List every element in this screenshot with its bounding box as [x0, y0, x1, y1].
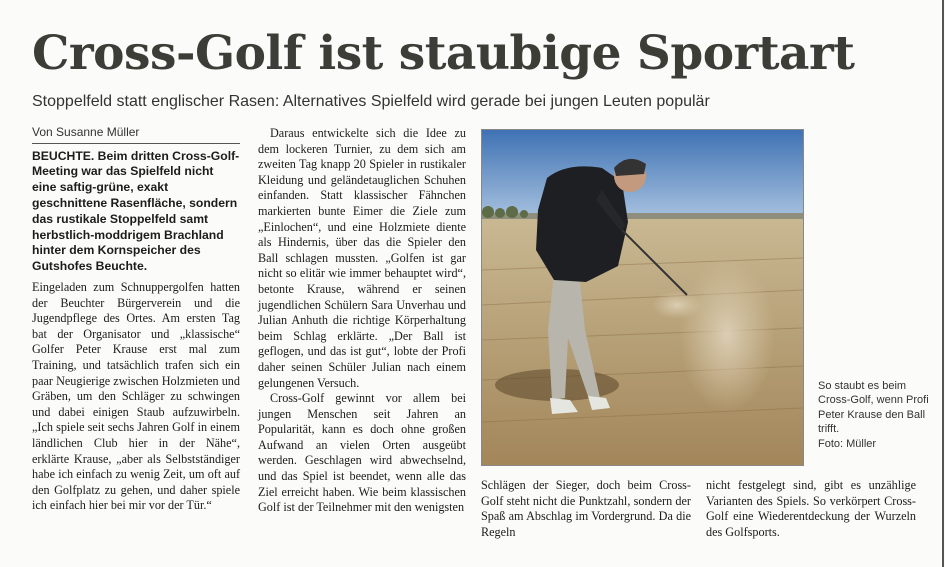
golfer-photo: [481, 129, 804, 466]
body-paragraph-5: nicht festgelegt sind, gibt es unzählige Varianten des Spiels. So verkörpert Cross-Golf eine Wiederentdeckung der Wurzeln des Golfsports.: [706, 478, 916, 539]
headline: Cross-Golf ist staubige Sportart: [32, 26, 855, 81]
subheadline: Stoppelfeld statt englischer Rasen: Alternatives Spielfeld wird gerade bei jungen Leuten populär: [32, 93, 710, 110]
article-column-3: [481, 478, 691, 540]
body-paragraph-2: Daraus entwickelte sich die Idee zu dem lockeren Turnier, zu dem sich am zweiten Tag knapp 20 Spieler in rustikaler Kleidung und geländetauglichen Schuhen einfanden. Statt klassischer Fähnchen markierten bunte Eimer die Ziele zum „Einlochen“, und eine Holzmiete diente als Hindernis, über das die Spieler den Ball schlagen mussten. „Golfen ist gar nicht so elitär wie immer behauptet wird“, betonte Krause, während er seinen jugendlichen Schülern Sara Unverhau und Julian Anhuth die richtige Körperhaltung beim Schlag erklärte. „Der Ball ist geflogen, und das ist gut“, lobte der Profi daher seinen Schüler Julian nach einem gelungenen Versuch.: [258, 126, 466, 390]
right-border: [942, 0, 944, 567]
body-paragraph-4: Schlägen der Sieger, doch beim Cross-Golf steht nicht die Punktzahl, sondern der Spaß am Abschlag im Vordergrund. Da die Regeln: [481, 478, 691, 539]
photo-credit: Foto: Müller: [818, 437, 877, 450]
article-column-2: [258, 126, 466, 516]
body-paragraph-1: Eingeladen zum Schnuppergolfen hatten der Beuchter Bürgerverein und die Jugendpflege des Ortes. Am ersten Tag bat der Organisator und „klassische“ Golfer Peter Krause erst mal zum Training, und tatsächlich trafen sich ein paar Neugierige zwischen Holzmieten und Gräben, um den Schläger zu schwingen und dabei einigen Staub aufzuwirbeln. „Ich spiele seit sechs Jahren Golf in einem ländlichen Club hier in der Nähe“, erklärte Krause, „aber als Selbstständiger habe ich einfach zu wenig Zeit, um oft auf den Golfplatz zu gehen, und daher spiele ich einfach hier bei mir vor der Tür.“: [32, 279, 240, 513]
article-column-1: [32, 125, 240, 514]
lead-paragraph: BEUCHTE. Beim dritten Cross-Golf-Meeting war das Spielfeld nicht eine saftig-grüne, exakt geschnittene Rasenfläche, sondern das rustikale Stoppelfeld samt herbstlich-moddrigem Brachland hinter dem Kornspeicher des Gutshofes Beuchte.: [32, 148, 240, 274]
caption-text: So staubt es beim Cross-Golf, wenn Profi Peter Krause den Ball trifft.: [818, 380, 929, 436]
golfer-photo-illustration: [482, 130, 803, 465]
byline: Von Susanne Müller: [32, 125, 240, 144]
body-paragraph-3: Cross-Golf gewinnt vor allem bei jungen Menschen seit Jahren an Popularität, kann es doch ohne großen Aufwand an vielen Orten ausgeübt werden. Geschlagen wird abwechselnd, und das Spiel ist beendet, wenn alle das Ziel erreicht haben. Wie beim klassischen Golf ist der Teilnehmer mit den wenigsten: [258, 391, 466, 515]
article-column-4: [706, 478, 916, 540]
photo-caption: [818, 379, 930, 451]
